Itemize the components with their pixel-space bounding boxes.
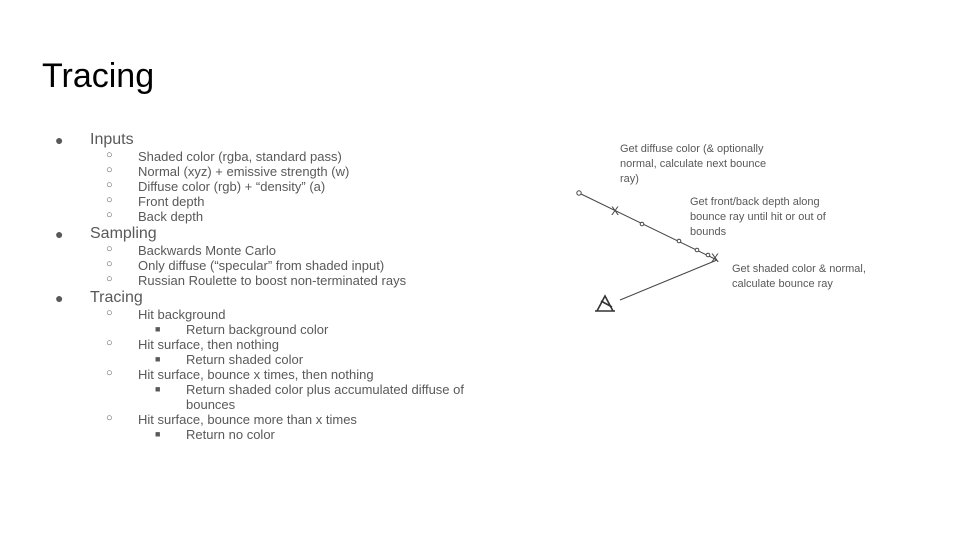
bullet-circle-icon: ○: [106, 164, 113, 176]
note-line: Get front/back depth along: [690, 196, 820, 208]
bullet-circle-icon: ○: [106, 337, 113, 349]
note-line: bounds: [690, 226, 727, 238]
sample-point: [695, 248, 699, 252]
list-item: Russian Roulette to boost non-terminated rays: [138, 273, 407, 288]
list-item: Backwards Monte Carlo: [138, 243, 276, 258]
list-item: Diffuse color (rgb) + “density” (a): [138, 179, 326, 194]
note-line: Get shaded color & normal,: [732, 263, 866, 275]
bullet-dot-icon: ●: [55, 132, 64, 148]
slide-title: Tracing: [42, 57, 155, 95]
bullet-dot-icon: ●: [55, 290, 64, 306]
note-diffuse: [620, 142, 766, 187]
list-item: Hit surface, then nothing: [138, 337, 279, 352]
bullet-circle-icon: ○: [106, 209, 113, 221]
note-line: ray): [620, 173, 639, 185]
sample-point: [677, 239, 681, 243]
bullet-inputs: Inputs: [90, 131, 134, 148]
bullet-square-icon: ■: [155, 384, 161, 394]
note-line: calculate bounce ray: [732, 278, 833, 290]
list-item: Hit surface, bounce x times, then nothing: [138, 367, 374, 382]
ray-start-point: [577, 191, 581, 195]
list-item: bounces: [186, 397, 236, 412]
bullet-circle-icon: ○: [106, 412, 113, 424]
note-line: bounce ray until hit or out of: [690, 211, 826, 223]
bullet-square-icon: ■: [155, 324, 161, 334]
bullet-square-icon: ■: [155, 429, 161, 439]
bullet-circle-icon: ○: [106, 149, 113, 161]
note-shaded: [732, 262, 866, 292]
list-item: Hit background: [138, 307, 226, 322]
list-item: Return shaded color: [186, 352, 304, 367]
bullet-circle-icon: ○: [106, 194, 113, 206]
bullet-square-icon: ■: [155, 354, 161, 364]
camera-icon: [595, 296, 615, 311]
bullet-tracing: Tracing: [90, 289, 143, 306]
list-item: Normal (xyz) + emissive strength (w): [138, 164, 350, 179]
bullet-circle-icon: ○: [106, 243, 113, 255]
camera-ray-line: [620, 260, 717, 300]
hit-marker: X: [611, 204, 620, 218]
bullet-circle-icon: ○: [106, 179, 113, 191]
sample-point: [640, 222, 644, 226]
bullet-circle-icon: ○: [106, 367, 113, 379]
list-item: Front depth: [138, 194, 205, 209]
list-item: Only diffuse (“specular” from shaded input): [138, 258, 385, 273]
note-line: normal, calculate next bounce: [620, 158, 767, 170]
bullet-circle-icon: ○: [106, 258, 113, 270]
list-item: Back depth: [138, 209, 204, 224]
list-item: Return shaded color plus accumulated diffuse of: [186, 382, 464, 397]
bullet-circle-icon: ○: [106, 273, 113, 285]
list-item: Shaded color (rgba, standard pass): [138, 149, 342, 164]
list-item: Return background color: [186, 322, 329, 337]
bullet-circle-icon: ○: [106, 307, 113, 319]
sample-point: [706, 253, 710, 257]
note-depth: [690, 195, 826, 240]
note-line: Get diffuse color (& optionally: [620, 143, 764, 155]
hit-marker: X: [711, 251, 720, 265]
list-item: Hit surface, bounce more than x times: [138, 412, 357, 427]
bullet-dot-icon: ●: [55, 226, 64, 242]
bullet-sampling: Sampling: [90, 225, 157, 242]
list-item: Return no color: [186, 427, 275, 442]
